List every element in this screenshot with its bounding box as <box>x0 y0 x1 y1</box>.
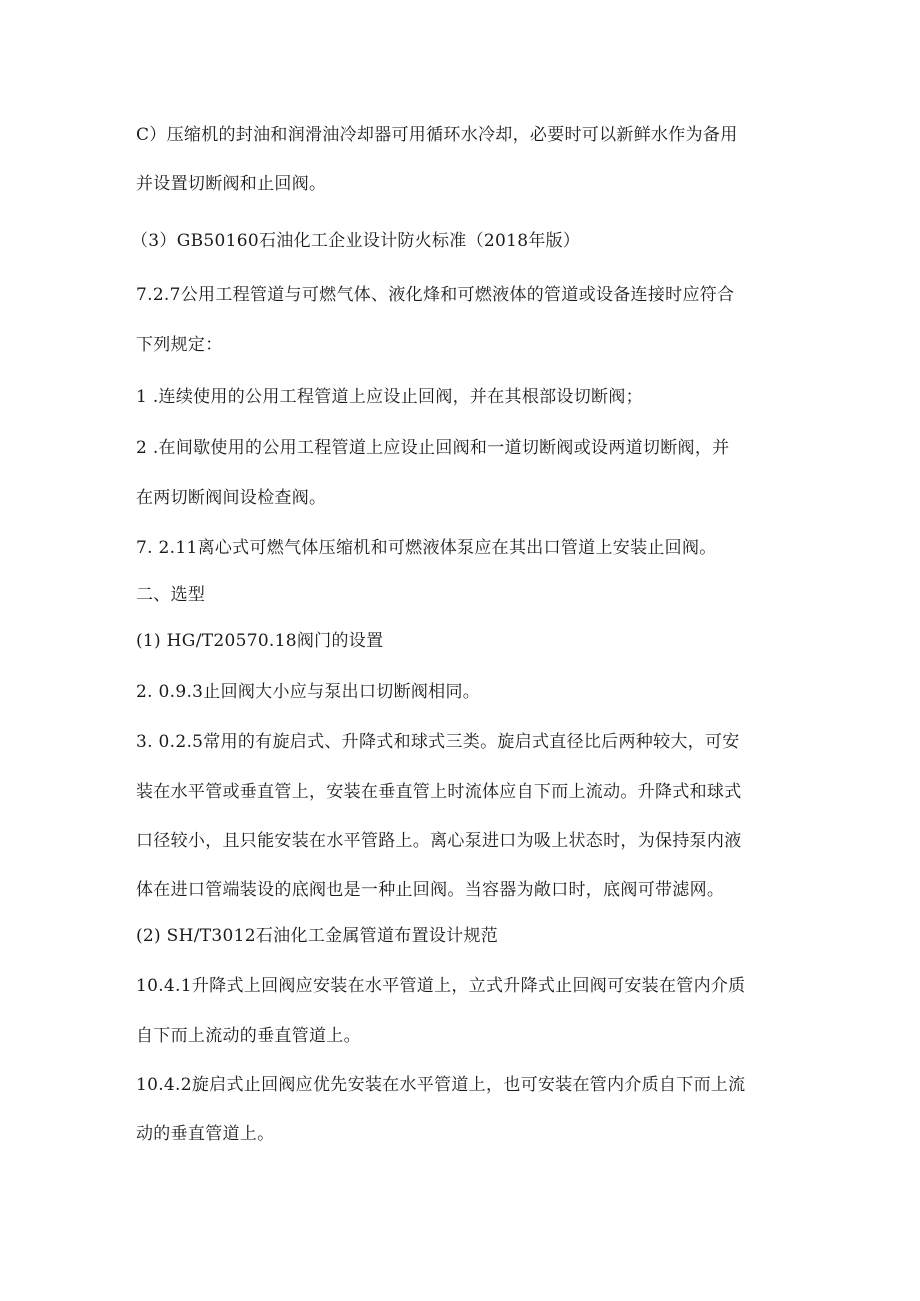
text-line: 并设置切断阀和止回阀。 <box>136 174 327 194</box>
section-heading: 二、选型 <box>136 585 206 605</box>
text-line: 7. 2.11离心式可燃气体压缩机和可燃液体泵应在其出口管道上安装止回阀。 <box>136 538 717 558</box>
text-line: 装在水平管或垂直管上，安装在垂直管上时流体应自下而上流动。升降式和球式 <box>136 782 742 802</box>
text-line: 在两切断阀间设检查阀。 <box>136 488 327 508</box>
text-line: 自下而上流动的垂直管道上。 <box>136 1026 361 1046</box>
text-line: 体在进口管端装设的底阀也是一种止回阀。当容器为敞口时，底阀可带滤网。 <box>136 880 725 900</box>
text-line: 7.2.7公用工程管道与可燃气体、液化烽和可燃液体的管道或设备连接时应符合 <box>136 285 735 305</box>
text-line: 下列规定： <box>136 335 223 355</box>
text-line: C）压缩机的封油和润滑油冷却器可用循环水冷却，必要时可以新鲜水作为备用 <box>136 125 738 145</box>
text-line: 3. 0.2.5常用的有旋启式、升降式和球式三类。旋启式直径比后两种较大，可安 <box>136 732 740 752</box>
text-line: 动的垂直管道上。 <box>136 1124 275 1144</box>
text-line: 2 .在间歇使用的公用工程管道上应设止回阀和一道切断阀或设两道切断阀，并 <box>136 438 730 458</box>
text-line: 10.4.1升降式上回阀应安装在水平管道上，立式升降式止回阀可安装在管内介质 <box>136 976 746 996</box>
text-line: 10.4.2旋启式止回阀应优先安装在水平管道上，也可安装在管内介质自下而上流 <box>136 1075 746 1095</box>
text-line: 口径较小，且只能安装在水平管路上。离心泵进口为吸上状态时，为保持泵内液 <box>136 831 742 851</box>
section-heading: (1) HG/T20570.18阀门的设置 <box>136 631 384 651</box>
section-heading: (2) SH/T3012石油化工金属管道布置设计规范 <box>136 926 499 946</box>
text-line: 1 .连续使用的公用工程管道上应设止回阀，并在其根部设切断阀； <box>136 387 643 407</box>
section-heading: （3）GB50160石油化工企业设计防火标准（2018年版） <box>131 231 581 251</box>
text-line: 2. 0.9.3止回阀大小应与泵出口切断阀相同。 <box>136 682 481 702</box>
